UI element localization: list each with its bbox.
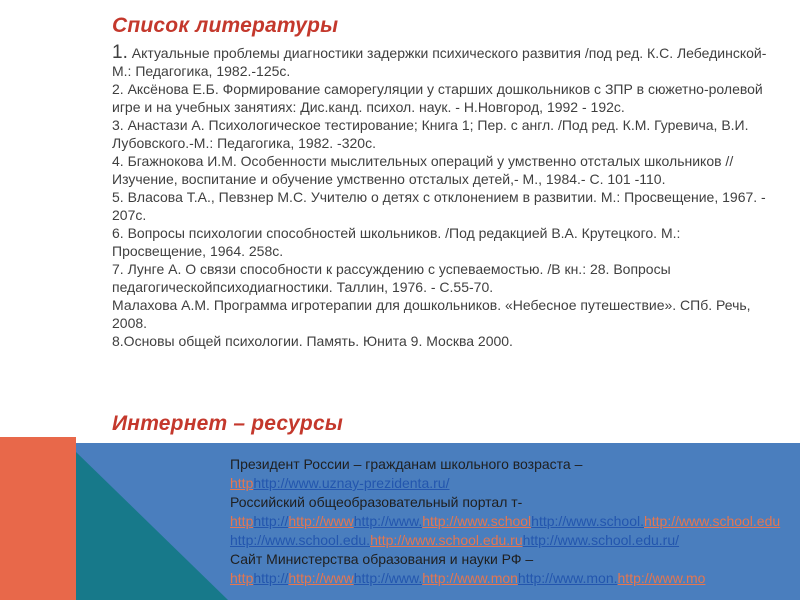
resource-link[interactable]: http://www. bbox=[353, 513, 423, 529]
resource-entry bbox=[230, 493, 782, 550]
resource-link[interactable]: http://www.school. bbox=[531, 513, 644, 529]
resource-link-fragment: http bbox=[230, 570, 254, 586]
reference-item: 5. Власова Т.А., Певзнер М.С. Учителю о детях с отклонением в развитии. М.: Просвещение, 1967. - 207с. bbox=[112, 189, 766, 223]
resource-link-fragment: http://www.mo bbox=[617, 570, 706, 586]
reference-item: 1. Актуальные проблемы диагностики задержки психического развития /под ред. К.С. Лебединской-М.: Педагогика, 1982.-125с. bbox=[112, 42, 767, 79]
resource-link-fragment: http://www bbox=[288, 570, 354, 586]
resource-link-fragment: http://www.mon bbox=[422, 570, 518, 586]
resource-link[interactable]: http://www. bbox=[353, 570, 423, 586]
resource-entry bbox=[230, 550, 782, 588]
resource-link-fragment: http bbox=[230, 513, 254, 529]
reference-item: 2. Аксёнова Е.Б. Формирование саморегуляции у старших дошкольников с ЗПР в сюжетно-ролевой игре и на учебных занятиях: Дис.канд. психол. наук. - Н.Новгород, 1992 - 192с. bbox=[112, 81, 763, 115]
reference-item: 4. Бгажнокова И.М. Особенности мыслительных операций у умственно отсталых школьников //Изучение, воспитание и обучение умственно отсталых детей,- М., 1984.- С. 101 -110. bbox=[112, 153, 734, 187]
resource-link[interactable]: http://www.school.edu.ru/ bbox=[522, 532, 680, 548]
resource-text: Российский общеобразовательный портал т- bbox=[230, 494, 523, 510]
resource-link[interactable]: http:// bbox=[253, 570, 289, 586]
orange-bar-shape bbox=[0, 437, 76, 600]
reference-item: 7. Лунге А. О связи способности к рассуждению с успеваемостью. /В кн.: 28. Вопросы педагогическойпсиходиагностики. Таллин, 1976. - С.55-70. bbox=[112, 261, 671, 295]
resource-link[interactable]: http:// bbox=[253, 513, 289, 529]
references-list bbox=[112, 44, 776, 350]
resource-link[interactable]: http://www.school.edu. bbox=[230, 532, 371, 548]
reference-item: Малахова А.М. Программа игротерапии для дошкольников. «Небесное путешествие». СПб. Речь, 2008. bbox=[112, 297, 751, 331]
resource-link-fragment: http://www.school bbox=[422, 513, 532, 529]
resource-entry bbox=[230, 455, 782, 493]
resource-text: Президент России – гражданам школьного возраста – bbox=[230, 456, 583, 472]
resource-link-fragment: http://www bbox=[288, 513, 354, 529]
heading-literature: Список литературы bbox=[112, 14, 339, 37]
reference-item: 8.Основы общей психологии. Память. Юнита 9. Москва 2000. bbox=[112, 333, 513, 349]
heading-internet: Интернет – ресурсы bbox=[112, 412, 343, 435]
resource-link-fragment: http bbox=[230, 475, 254, 491]
resource-link[interactable]: http://www.mon. bbox=[517, 570, 618, 586]
resource-text: Сайт Министерства образования и науки РФ – bbox=[230, 551, 534, 567]
resource-link-fragment: http://www.school.edu.ru bbox=[370, 532, 523, 548]
resource-link[interactable]: http://www.uznay-prezidenta.ru/ bbox=[253, 475, 450, 491]
resource-link-fragment: http://www.school.edu bbox=[643, 513, 781, 529]
internet-resources-list bbox=[230, 455, 782, 588]
reference-item: 3. Анастази А. Психологическое тестирование; Книга 1; Пер. с англ. /Под ред. К.М. Гуревича, В.И. Лубовского.-М.: Педагогика, 1982. -320с. bbox=[112, 117, 749, 151]
reference-item: 6. Вопросы психологии способностей школьников. /Под редакцией В.А. Крутецкого. М.: Просвещение, 1964. 258с. bbox=[112, 225, 681, 259]
